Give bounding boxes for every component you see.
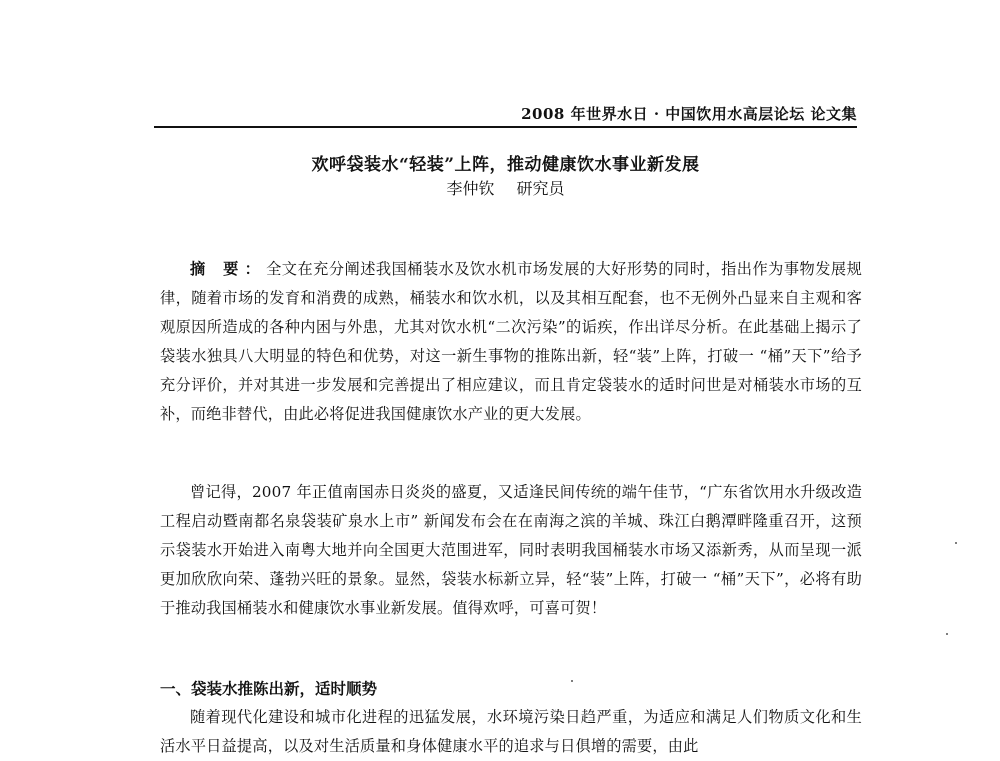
running-header: 2008 年世界水日 · 中国饮用水高层论坛 论文集: [521, 105, 857, 123]
abstract-text: 全文在充分阐述我国桶装水及饮水机市场发展的大好形势的同时，指出作为事物发展规律，随着市场的发育和消费的成熟，桶装水和饮水机，以及其相互配套，也不无例外凸显来自主观和客观原因所造成的各种内困与外患，尤其对饮水机“二次污染”的诟疾，作出详尽分析。在此基础上揭示了袋装水独具八大明显的特色和优势，对这一新生事物的推陈出新，轻“装”上阵，打破一 “桶”天下”给予充分评价，并对其进一步发展和完善提出了相应建议，而且肯定袋装水的适时问世是对桶装水市场的互补，而绝非替代，由此必将促进我国健康饮水产业的更大发展。: [160, 260, 862, 423]
abstract-paragraph: [160, 255, 862, 429]
header-rule: [154, 126, 857, 128]
abstract-label: 摘 要：: [190, 260, 267, 278]
scan-speck: [955, 542, 957, 544]
article-byline: [154, 176, 857, 199]
body-paragraph-2: 随着现代化建设和城市化进程的迅猛发展，水环境污染日趋严重，为适应和满足人们物质文化和生活水平日益提高，以及对生活质量和身体健康水平的追求与日俱增的需要，由此: [160, 708, 862, 755]
scan-speck: [946, 633, 948, 635]
author-name: 李仲钦: [446, 179, 495, 198]
section-heading-1: 一、袋装水推陈出新，适时顺势: [160, 679, 378, 698]
scan-speck: [571, 680, 573, 682]
body-paragraph-1: 曾记得，2007 年正值南国赤日炎炎的盛夏，又适逢民间传统的端午佳节，“广东省饮用水升级改造工程启动暨南都名泉袋装矿泉水上市” 新闻发布会在在南海之滨的羊城、珠江白鹅潭畔隆重召开，这预示袋装水开始进入南粤大地并向全国更大范围进军，同时表明我国桶装水市场又添新秀，从而呈现一派更加欣欣向荣、蓬勃兴旺的景象。显然，袋装水标新立异，轻“装”上阵，打破一 “桶”天下”，必将有助于推动我国桶装水和健康饮水事业新发展。值得欢呼，可喜可贺！: [160, 483, 862, 617]
article-title: 欢呼袋装水“轻装”上阵，推动健康饮水事业新发展: [311, 155, 700, 175]
author-title: 研究员: [516, 179, 565, 198]
